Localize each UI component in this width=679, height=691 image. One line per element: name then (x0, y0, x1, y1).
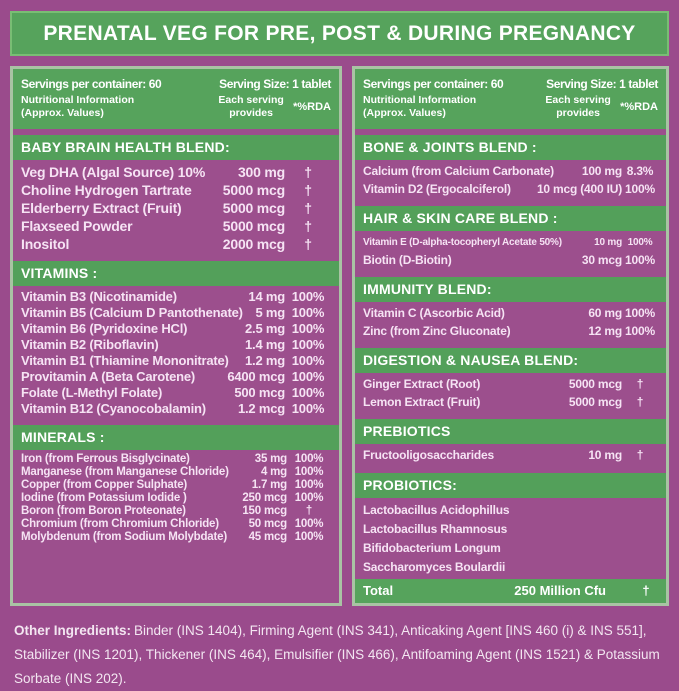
ingredient-name: Vitamin B12 (Cyanocobalamin) (21, 401, 206, 416)
ingredient-row (21, 369, 331, 385)
ingredient-row (21, 531, 331, 544)
ingredient-amount: 2.5 mg (245, 321, 285, 336)
serving-size: Serving Size: 1 tablet (546, 77, 658, 91)
ingredient-name: Iodine (from Potassium Iodide ) (21, 492, 187, 504)
ingredient-rda: 100% (291, 305, 325, 320)
ingredient-name: Bifidobacterium Longum (363, 540, 501, 555)
ingredient-amount: 14 mg (248, 289, 285, 304)
ingredient-name: Vitamin B3 (Nicotinamide) (21, 289, 177, 304)
ingredient-rda: † (636, 394, 644, 409)
ingredient-row (363, 305, 658, 323)
ingredient-amount: 1.2 mg (245, 353, 285, 368)
nutritional-information-line2: (Approx. Values) (21, 107, 104, 119)
ingredient-row (21, 466, 331, 479)
nutritional-information-line2: (Approx. Values) (363, 107, 446, 119)
ingredient-rda: † (304, 236, 312, 252)
ingredient-row (21, 518, 331, 531)
ingredient-rda: 100% (294, 492, 324, 504)
ingredient-amount: 12 mg (588, 323, 622, 338)
ingredient-amount: 60 mg (588, 306, 622, 320)
ingredient-amount: 10 mcg (400 IU) (536, 181, 622, 196)
ingredient-name: Vitamin E (D-alpha-tocopheryl Acetate 50%) (363, 237, 562, 248)
ingredient-name: Lactobacillus Rhamnosus (363, 521, 508, 536)
ingredient-rda: 100% (625, 252, 655, 267)
nutritional-information-label (21, 94, 134, 120)
ingredient-row (363, 501, 658, 520)
total-row (355, 579, 666, 603)
ingredient-row (21, 217, 331, 235)
section-title: HAIR & SKIN CARE BLEND : (355, 206, 666, 231)
ingredient-row (363, 520, 658, 539)
ingredient-name: Flaxseed Powder (21, 218, 133, 234)
ingredient-amount: 1.4 mg (245, 337, 285, 352)
ingredient-amount: 150 mcg (242, 505, 287, 517)
nutrition-panel-left (10, 66, 342, 606)
ingredient-name: Saccharomyces Boulardii (363, 559, 506, 574)
ingredient-row (363, 234, 658, 252)
ingredient-rda: 100% (291, 385, 325, 400)
ingredient-rda: 8.3% (626, 164, 654, 178)
ingredient-row (21, 181, 331, 199)
ingredient-amount: 50 mcg (248, 518, 287, 530)
ingredient-name: Lactobacillus Acidophillus (363, 502, 510, 517)
ingredient-rda: 100% (291, 369, 325, 384)
ingredient-name: Fructooligosaccharides (363, 448, 494, 462)
ingredient-amount: 5000 mcg (222, 218, 285, 234)
ingredient-row (363, 181, 658, 199)
ingredient-amount: 5 mg (255, 305, 285, 320)
ingredient-rda: † (304, 218, 312, 234)
nutritional-information-label (363, 94, 476, 120)
panel-header-bottom-row (21, 94, 331, 120)
ingredient-row (363, 252, 658, 270)
ingredient-name: Vitamin B5 (Calcium D Pantothenate) (21, 305, 243, 320)
ingredient-amount: 35 mg (254, 453, 287, 465)
ingredient-row (363, 163, 658, 181)
ingredient-name: Boron (from Boron Proteonate) (21, 505, 186, 517)
panel-header-provides (541, 94, 658, 120)
ingredient-amount: 5000 mcg (222, 182, 285, 198)
ingredient-rda: 100% (294, 531, 324, 543)
ingredient-amount: 5000 mcg (568, 377, 622, 391)
ingredient-rda: † (642, 582, 650, 598)
panel-header-top-row (21, 77, 331, 91)
ingredient-amount: 5000 mcg (222, 200, 285, 216)
panel-sections (13, 129, 339, 603)
ingredient-rda: 100% (294, 479, 324, 491)
ingredient-row (21, 401, 331, 417)
ingredient-rda: † (636, 448, 644, 462)
ingredient-rda: 100% (291, 289, 325, 304)
ingredient-row (21, 235, 331, 253)
ingredient-name: Provitamin A (Beta Carotene) (21, 369, 196, 384)
ingredient-rda: 100% (294, 453, 324, 465)
ingredient-name: Molybdenum (from Sodium Molybdate) (21, 531, 227, 543)
section-title: BONE & JOINTS BLEND : (355, 135, 666, 160)
ingredient-amount: 6400 mcg (227, 369, 285, 384)
nutrition-panel-right (352, 66, 669, 606)
ingredient-rda: 100% (291, 353, 325, 368)
section-rows (13, 160, 339, 255)
ingredient-name: Iron (from Ferrous Bisglycinate) (21, 453, 190, 465)
ingredient-amount: 10 mg (588, 448, 622, 462)
ingredient-name: Ginger Extract (Root) (363, 377, 481, 391)
ingredient-row (21, 353, 331, 369)
ingredient-name: Vitamin B2 (Riboflavin) (21, 337, 159, 352)
rda-column-label: *%RDA (620, 101, 658, 113)
section-title: MINERALS : (13, 425, 339, 450)
ingredient-rda: † (304, 182, 312, 198)
ingredient-name: Folate (L-Methyl Folate) (21, 385, 163, 400)
section-rows (355, 498, 666, 579)
ingredient-name: Elderberry Extract (Fruit) (21, 200, 182, 216)
ingredient-rda: 100% (291, 321, 325, 336)
section-title: PROBIOTICS: (355, 473, 666, 498)
servings-per-container: Servings per container: 60 (363, 77, 504, 91)
ingredient-amount: 45 mcg (248, 531, 287, 543)
ingredient-row (363, 558, 658, 577)
ingredient-rda: 100% (291, 401, 325, 416)
ingredient-amount: 1.7 mg (251, 479, 287, 491)
ingredient-name: Choline Hydrogen Tartrate (21, 182, 192, 198)
section-title: DIGESTION & NAUSEA BLEND: (355, 348, 666, 373)
section-rows (13, 286, 339, 419)
ingredient-name: Veg DHA (Algal Source) 10% (21, 164, 206, 180)
ingredient-amount: 30 mcg (581, 252, 622, 267)
ingredient-amount: 500 mcg (234, 385, 285, 400)
ingredient-row (363, 394, 658, 412)
ingredient-row (363, 323, 658, 341)
ingredient-rda: † (636, 377, 644, 391)
ingredient-name: Copper (from Copper Sulphate) (21, 479, 188, 491)
section-rows (355, 160, 666, 200)
ingredient-name: Vitamin C (Ascorbic Acid) (363, 306, 505, 320)
ingredient-rda: 100% (625, 181, 655, 196)
ingredient-rda: 100% (627, 237, 653, 248)
ingredient-row (363, 539, 658, 558)
ingredient-amount: 250 Million Cfu (514, 582, 606, 598)
ingredient-name: Lemon Extract (Fruit) (363, 394, 481, 409)
ingredient-rda: 100% (291, 337, 325, 352)
panel-sections (355, 129, 666, 603)
nutritional-information-line1: Nutritional Information (21, 94, 135, 106)
panel-header (13, 69, 339, 129)
section-rows (355, 231, 666, 271)
ingredient-rda: 100% (294, 518, 324, 530)
ingredient-rda: 100% (625, 323, 655, 338)
ingredient-rda: † (305, 505, 313, 517)
ingredient-row (21, 453, 331, 466)
other-ingredients-note (14, 619, 665, 691)
ingredient-row (21, 492, 331, 505)
section-title: VITAMINS : (13, 261, 339, 286)
ingredient-rda: 100% (625, 306, 655, 320)
ingredient-amount: 250 mcg (242, 492, 287, 504)
other-ingredients-label: Other Ingredients: (14, 622, 132, 638)
ingredient-row (363, 376, 658, 394)
other-ingredients-text: Binder (INS 1404), Firming Agent (INS 341), Anticaking Agent [INS 460 (i) & INS 551], Stabilizer (INS 1201), Thickener (INS 464), Emulsifier (INS 466), Antifoaming Agent (INS 1521) & Potassium Sorbate (INS 202). (14, 622, 660, 686)
ingredient-row (21, 305, 331, 321)
ingredient-name: Zinc (from Zinc Gluconate) (363, 323, 511, 338)
ingredient-row (21, 505, 331, 518)
ingredient-name: Vitamin B6 (Pyridoxine HCl) (21, 321, 188, 336)
panel-header (355, 69, 666, 129)
section-title: BABY BRAIN HEALTH BLEND: (13, 135, 339, 160)
ingredient-row (21, 289, 331, 305)
panel-header-top-row (363, 77, 658, 91)
each-serving-provides-label: Each serving provides (545, 94, 611, 119)
ingredient-name: Inositol (21, 236, 70, 252)
section-title: PREBIOTICS (355, 419, 666, 444)
product-banner (10, 11, 669, 56)
ingredient-row (21, 163, 331, 181)
nutrition-panels (10, 66, 669, 606)
ingredient-name: Calcium (from Calcium Carbonate) (363, 164, 554, 178)
ingredient-rda: † (304, 200, 312, 216)
section-rows (13, 450, 339, 546)
ingredient-amount: 5000 mcg (568, 394, 622, 409)
ingredient-amount: 10 mg (594, 237, 622, 248)
ingredient-row (21, 321, 331, 337)
ingredient-row (21, 479, 331, 492)
ingredient-rda: † (304, 164, 312, 180)
ingredient-amount: 100 mg (581, 164, 622, 178)
ingredient-amount: 300 mg (237, 164, 285, 180)
ingredient-row (21, 385, 331, 401)
panel-header-provides (214, 94, 331, 120)
ingredient-rda: 100% (294, 466, 324, 478)
nutritional-information-line1: Nutritional Information (363, 94, 477, 106)
ingredient-amount: 4 mg (260, 466, 287, 478)
ingredient-name: Chromium (from Chromium Chloride) (21, 518, 219, 530)
ingredient-amount: 1.2 mcg (237, 401, 285, 416)
ingredient-name: Biotin (D-Biotin) (363, 252, 452, 267)
ingredient-name: Manganese (from Manganese Chloride) (21, 466, 229, 478)
servings-per-container: Servings per container: 60 (21, 77, 162, 91)
section-title: IMMUNITY BLEND: (355, 277, 666, 302)
ingredient-amount: 2000 mcg (222, 236, 285, 252)
ingredient-name: Total (363, 582, 394, 598)
serving-size: Serving Size: 1 tablet (219, 77, 331, 91)
panel-header-bottom-row (363, 94, 658, 120)
ingredient-name: Vitamin D2 (Ergocalciferol) (363, 181, 511, 196)
section-rows (355, 373, 666, 413)
section-rows (355, 444, 666, 467)
banner-title: PRENATAL VEG FOR PRE, POST & DURING PREGNANCY (43, 21, 636, 45)
rda-column-label: *%RDA (293, 101, 331, 113)
ingredient-row (21, 199, 331, 217)
each-serving-provides-label: Each serving provides (218, 94, 284, 119)
ingredient-row (21, 337, 331, 353)
section-rows (355, 302, 666, 342)
ingredient-row (363, 447, 658, 465)
ingredient-name: Vitamin B1 (Thiamine Mononitrate) (21, 353, 229, 368)
